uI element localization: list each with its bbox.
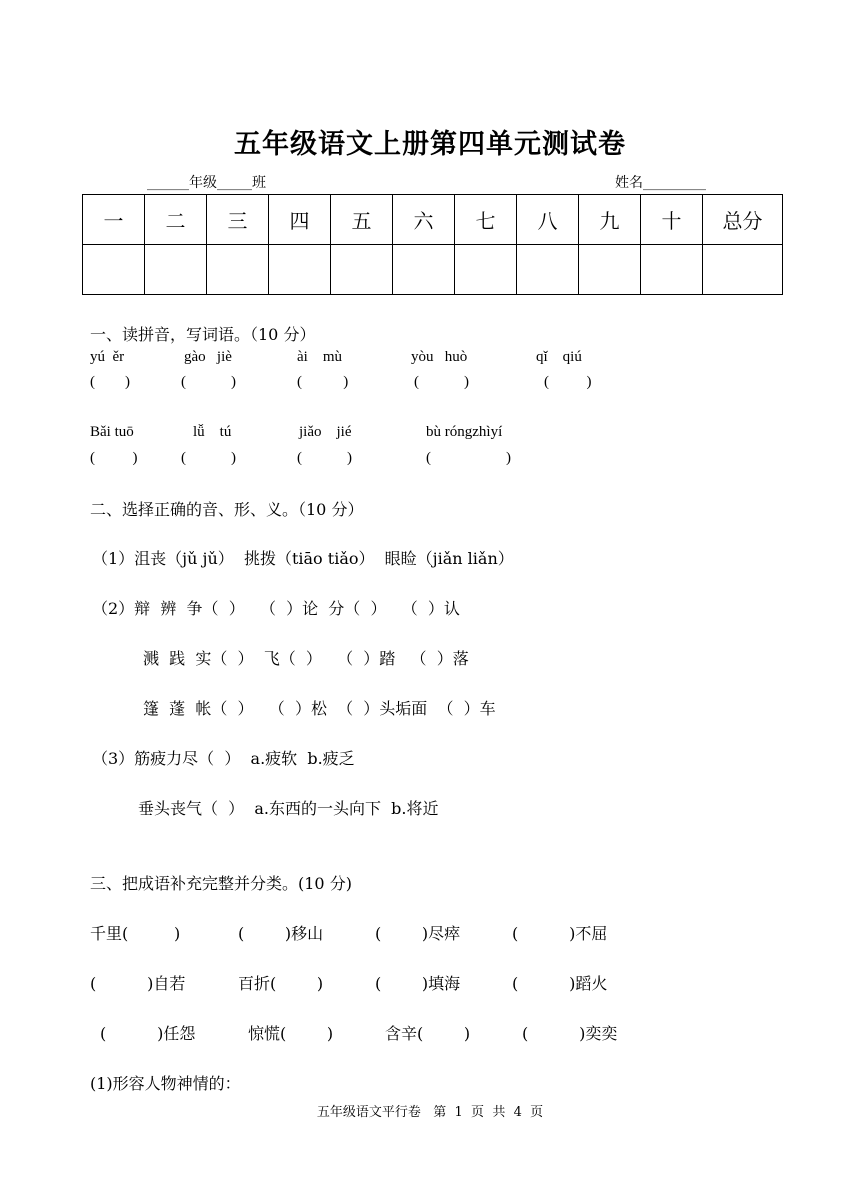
answer-blank[interactable]: ( ) [181,450,236,466]
score-value-row [83,245,783,295]
score-value-cell[interactable] [641,245,703,295]
score-value-cell[interactable] [455,245,517,295]
score-table [82,194,783,295]
score-header-cell: 四 [269,195,331,245]
answer-blank[interactable]: ( ) [297,374,349,390]
section3-heading: 三、把成语补充完整并分类。(10 分) [90,874,352,893]
pinyin-item: lǚ tú [193,424,232,440]
score-value-cell[interactable] [145,245,207,295]
pinyin-item: bù róngzhìyí [426,424,503,440]
idiom-item[interactable]: ( )任怨 [100,1024,196,1043]
class-field[interactable]: ______年级_____班 [147,175,266,191]
question-line: （2）辩 辨 争（ ） （ ）论 分（ ） （ ）认 [92,599,460,618]
idiom-item[interactable]: 含辛( ) [385,1024,471,1043]
score-value-cell[interactable] [207,245,269,295]
pinyin-item: gào jiè [184,349,232,365]
score-value-cell[interactable] [517,245,579,295]
section1-heading: 一、读拼音，写词语。（10 分） [90,325,316,344]
answer-blank[interactable]: ( ) [414,374,469,390]
idiom-item[interactable]: 惊慌( ) [248,1024,334,1043]
page-footer: 五年级语文平行卷 第 1 页 共 4 页 [316,1105,544,1120]
idiom-item[interactable]: ( )填海 [375,974,461,993]
idiom-item[interactable]: ( )自若 [90,974,186,993]
question-line: 篷 蓬 帐（ ） （ ）松 （ ）头垢面 （ ）车 [143,699,496,718]
score-header-cell: 十 [641,195,703,245]
score-value-cell[interactable] [331,245,393,295]
idiom-item[interactable]: ( )蹈火 [512,974,608,993]
page-title: 五年级语文上册第四单元测试卷 [234,129,626,160]
pinyin-item: yú ěr [90,349,125,365]
name-field[interactable]: 姓名_________ [615,175,706,191]
question-line: （1）沮丧（jǔ jǔ） 挑拨（tiāo tiǎo） 眼睑（jiǎn liǎn） [92,549,514,568]
pinyin-item: Bǎi tuō [90,424,134,440]
score-value-cell[interactable] [393,245,455,295]
question-line: （3）筋疲力尽（ ） a.疲软 b.疲乏 [92,749,355,768]
answer-blank[interactable]: ( ) [181,374,236,390]
question-line: 溅 践 实（ ） 飞（ ） （ ）踏 （ ）落 [143,649,469,668]
idiom-item[interactable]: 千里( ) [90,924,181,943]
answer-blank[interactable]: ( ) [544,374,592,390]
pinyin-item: jiǎo jié [299,424,352,440]
score-header-cell: 总分 [703,195,783,245]
answer-blank[interactable]: ( ) [90,450,138,466]
score-header-row [83,195,783,245]
score-header-cell: 七 [455,195,517,245]
idiom-item[interactable]: ( )不屈 [512,924,608,943]
section2-heading: 二、选择正确的音、形、义。（10 分） [90,500,364,519]
subquestion-label: (1)形容人物神情的： [90,1074,241,1093]
score-header-cell: 八 [517,195,579,245]
score-header-cell: 三 [207,195,269,245]
pinyin-item: yòu huò [411,349,468,365]
score-header-cell: 五 [331,195,393,245]
idiom-item[interactable]: ( )奕奕 [522,1024,618,1043]
idiom-item[interactable]: 百折( ) [238,974,324,993]
score-value-cell[interactable] [83,245,145,295]
score-value-cell[interactable] [579,245,641,295]
score-value-cell[interactable] [703,245,783,295]
answer-blank[interactable]: ( ) [297,450,352,466]
score-value-cell[interactable] [269,245,331,295]
idiom-item[interactable]: ( )移山 [238,924,324,943]
idiom-item[interactable]: ( )尽瘁 [375,924,461,943]
score-header-cell: 一 [83,195,145,245]
pinyin-item: qǐ qiú [536,349,582,365]
score-header-cell: 二 [145,195,207,245]
answer-blank[interactable]: ( ) [90,374,130,390]
score-header-cell: 九 [579,195,641,245]
pinyin-item: ài mù [297,349,342,365]
score-header-cell: 六 [393,195,455,245]
question-line: 垂头丧气（ ） a.东西的一头向下 b.将近 [138,799,439,818]
answer-blank[interactable]: ( ) [426,450,511,466]
